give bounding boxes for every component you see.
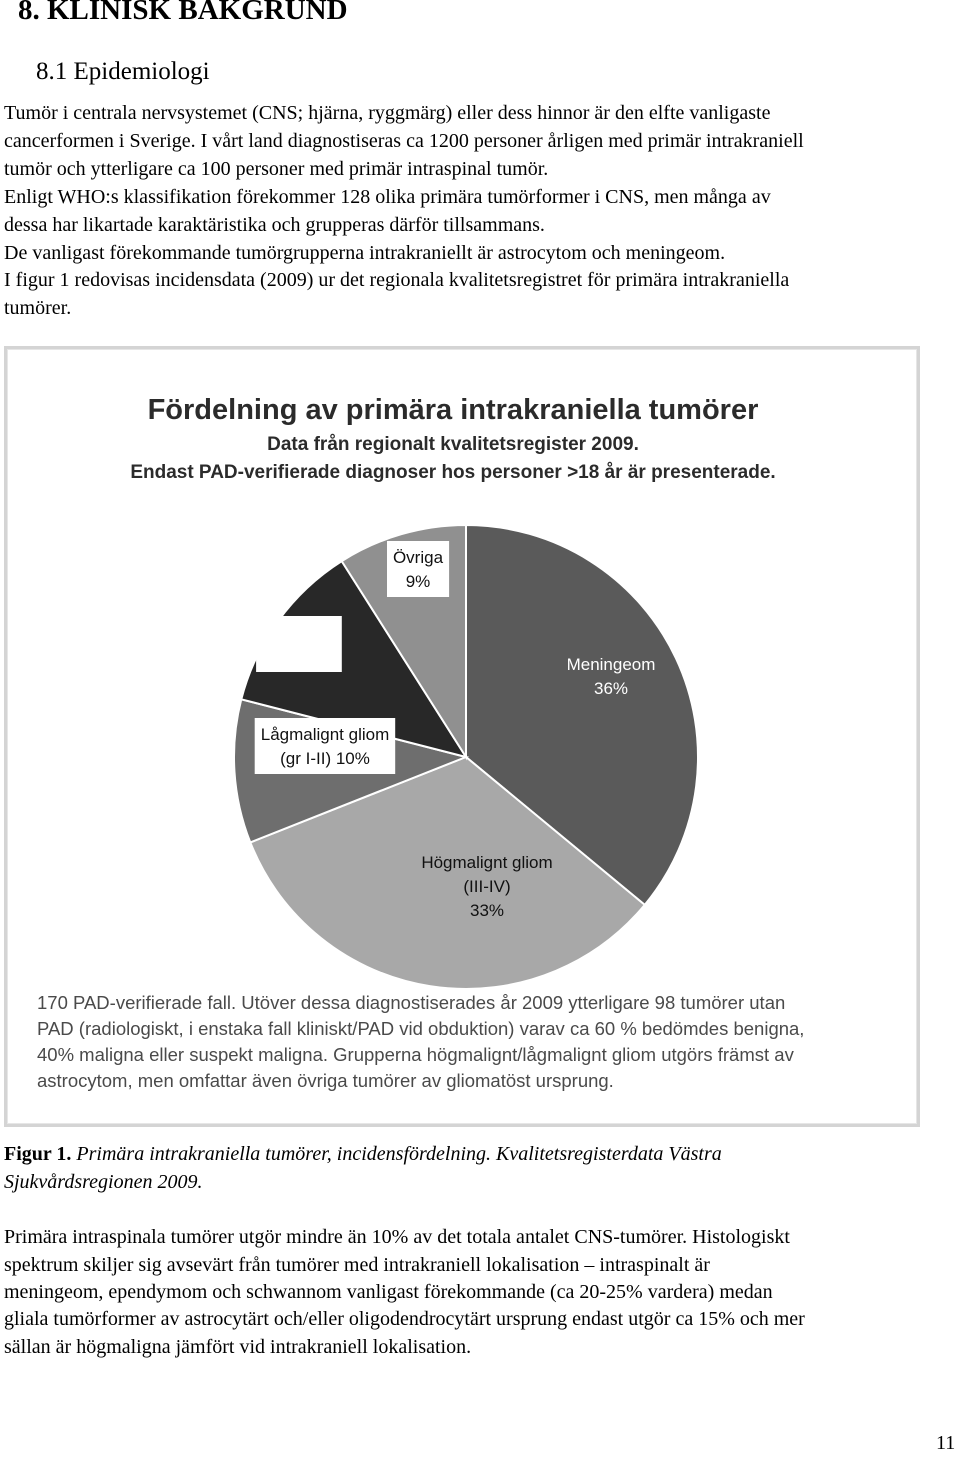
figure-caption (4, 1140, 722, 1168)
slice-label-text: Övriga (392, 548, 444, 567)
slice-label-text: Meningeom (566, 655, 656, 674)
figure-caption-text: Sjukvårdsregionen 2009. (4, 1171, 203, 1193)
slice-label-text: 33% (469, 901, 505, 920)
slice-label-text: 9% (405, 572, 431, 591)
figure-caption-text: Primära intrakraniella tumörer, incidensfördelning. Kvalitetsregisterdata Västra (71, 1143, 722, 1165)
section-heading: 8. KLINISK BAKGRUND (18, 0, 348, 26)
text-line: cancerformen i Sverige. I vårt land diagnostiseras ca 1200 personer årligen med primär intrakraniell (4, 130, 804, 152)
chart-footnote-line: astrocytom, men omfattar även övriga tumörer av gliomatöst ursprung. (37, 1070, 614, 1091)
pie-chart-figure (4, 346, 920, 1127)
text-line: spektrum skiljer sig avsevärt från tumörer med intrakraniell lokalisation – intraspinalt är (4, 1254, 710, 1276)
slice-label-text: 12% (281, 647, 317, 666)
slice-label-text: Högmalignt gliom (421, 853, 553, 872)
text-line: De vanligast förekommande tumörgrupperna intrakraniellt är astrocytom och meningeom. (4, 242, 726, 264)
slice-label-text: 36% (593, 679, 629, 698)
page-number: 11 (936, 1432, 956, 1454)
slice-label-text: (III-IV) (463, 877, 511, 896)
chart-footnote-line: PAD (radiologiskt, i enstaka fall kliniskt/PAD vid obduktion) varav ca 60 % bedömdes benigna, (37, 1018, 805, 1039)
chart-footnote-line: 170 PAD-verifierade fall. Utöver dessa diagnostiserades år 2009 ytterligare 98 tumörer utan (37, 992, 786, 1013)
text-line: Enligt WHO:s klassifikation förekommer 128 olika primära tumörformer i CNS, men många av (4, 186, 771, 208)
text-line: dessa har likartade karaktäristika och grupperas därför tillsammans. (4, 214, 545, 236)
chart-subtitle-line: Data från regionalt kvalitetsregister 2009. (267, 434, 639, 455)
text-line: Tumör i centrala nervsystemet (CNS; hjärna, ryggmärg) eller dess hinnor är den elfte vanligaste (4, 102, 771, 124)
subsection-heading: 8.1 Epidemiologi (36, 58, 210, 85)
slice-label-text: Neurinom (262, 623, 336, 642)
slice-label (256, 616, 342, 672)
figure-caption-line (4, 1168, 203, 1196)
text-line: tumör och ytterligare ca 100 personer med primär intraspinal tumör. (4, 158, 549, 180)
text-line: sällan är högmaligna jämfört vid intrakraniell lokalisation. (4, 1336, 472, 1358)
text-line: meningeom, ependymom och schwannom vanligast förekommande (ca 20-25% vardera) medan (4, 1281, 773, 1303)
slice-label (387, 541, 449, 597)
text-line: I figur 1 redovisas incidensdata (2009) ur det regionala kvalitetsregistret för primära intrakraniella (4, 269, 790, 291)
slice-label (255, 718, 396, 774)
chart-title: Fördelning av primära intrakraniella tumörer (147, 394, 759, 426)
chart-footnote-line: 40% maligna eller suspekt maligna. Grupperna högmalignt/lågmalignt gliom utgörs främst av (37, 1044, 794, 1065)
figure-caption-label: Figur 1. (4, 1143, 72, 1165)
chart-subtitle-line: Endast PAD-verifierade diagnoser hos personer >18 år är presenterade. (130, 462, 776, 483)
text-line: tumörer. (4, 297, 72, 319)
slice-label-text: (gr I-II) 10% (280, 749, 370, 768)
text-line: gliala tumörformer av astrocytärt och/eller oligodendrocytärt ursprung endast utgör ca 15% och mer (4, 1308, 805, 1330)
text-line: Primära intraspinala tumörer utgör mindre än 10% av det totala antalet CNS-tumörer. Histologiskt (4, 1226, 790, 1248)
slice-label-text: Lågmalignt gliom (260, 725, 390, 744)
